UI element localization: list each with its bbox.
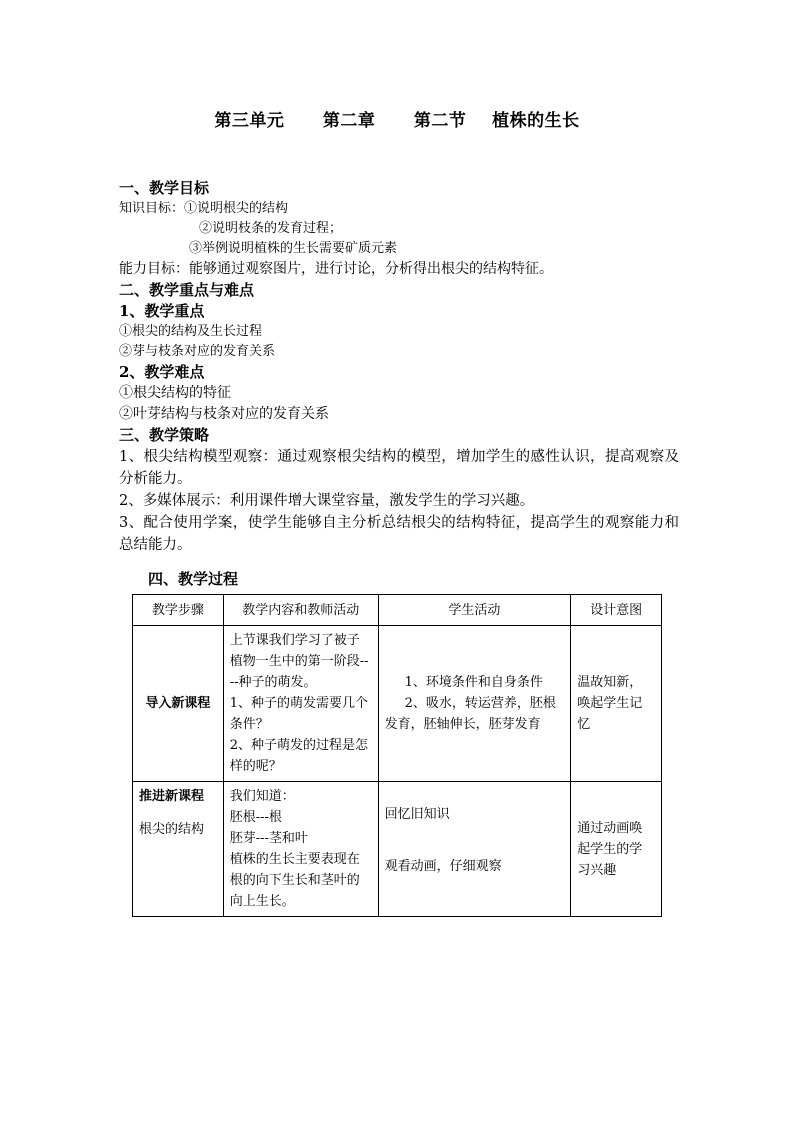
- student-cell: [378, 626, 571, 782]
- student-text: 2、吸水，转运营养，胚根发育，胚轴伸长，胚芽发育: [384, 696, 556, 732]
- focus-item: ①根尖的结构及生长过程: [119, 324, 263, 339]
- intent-cell: 温故知新，唤起学生记忆: [571, 626, 662, 782]
- header-intent: 设计意图: [571, 595, 662, 626]
- strategy-item: 1、根尖结构模型观察：通过观察根尖结构的模型，增加学生的感性认识，提高观察及分析能力。: [119, 449, 679, 487]
- teacher-text: 我们知道：: [229, 789, 295, 804]
- step-cell: 导入新课程: [133, 626, 224, 782]
- section-heading-objectives: 一、教学目标: [119, 179, 210, 197]
- intent-cell: 通过动画唤起学生的学习兴趣: [571, 782, 662, 917]
- focus-item: ②芽与枝条对应的发育关系: [119, 344, 276, 359]
- header-teacher: 教学内容和教师活动: [223, 595, 378, 626]
- header-step: 教学步骤: [133, 595, 224, 626]
- teacher-text: 胚根---根: [229, 810, 282, 825]
- header-student: 学生活动: [378, 595, 571, 626]
- student-cell: [378, 782, 571, 917]
- teacher-text: 上节课我们学习了被子植物一生中的第一阶段----种子的萌发。: [229, 633, 369, 690]
- student-text: 观看动画，仔细观察: [384, 859, 502, 874]
- step-subtitle: 根尖的结构: [139, 822, 205, 837]
- knowledge-objective-3: ③举例说明植株的生长需要矿质元素: [189, 241, 398, 256]
- student-text: 回忆旧知识: [384, 807, 450, 822]
- difficulty-item: ②叶芽结构与枝条对应的发育关系: [119, 406, 329, 422]
- ability-objective: 能力目标：能够通过观察图片，进行讨论，分析得出根尖的结构特征。: [119, 261, 553, 277]
- table-row: [133, 782, 662, 917]
- teaching-process-table: [132, 594, 662, 917]
- document-body: [119, 178, 679, 556]
- knowledge-objective-2: ②说明枝条的发育过程；: [199, 221, 343, 236]
- strategy-item: 2、多媒体展示：利用课件增大课堂容量，激发学生的学习兴趣。: [119, 493, 535, 509]
- subheading-focus: 1、教学重点: [119, 302, 205, 320]
- table-row: [133, 626, 662, 782]
- section-heading-focus: 二、教学重点与难点: [119, 281, 255, 299]
- strategy-item: 3、配合使用学案，使学生能够自主分析总结根尖的结构特征，提高学生的观察能力和总结能力。: [119, 515, 679, 553]
- subheading-difficulty: 2、教学难点: [119, 363, 205, 381]
- teacher-text: 1、种子的萌发需要几个条件？: [229, 696, 369, 732]
- teacher-text: 2、种子萌发的过程是怎样的呢？: [229, 738, 369, 774]
- difficulty-item: ①根尖结构的特征: [119, 385, 231, 401]
- table-header-row: [133, 595, 662, 626]
- section-heading-process: 四、教学过程: [148, 570, 239, 588]
- step-cell: [133, 782, 224, 917]
- teacher-cell: [223, 782, 378, 917]
- student-text: 1、环境条件和自身条件: [404, 675, 543, 690]
- section-heading-strategy: 三、教学策略: [119, 426, 210, 444]
- teacher-cell: [223, 626, 378, 782]
- teacher-text: 植株的生长主要表现在根的向下生长和茎叶的向上生长。: [229, 852, 360, 909]
- page-title: 第三单元 第二章 第二节 植株的生长: [214, 111, 580, 131]
- teacher-text: 胚芽---茎和叶: [229, 831, 308, 846]
- knowledge-objective-1: 知识目标：①说明根尖的结构: [119, 201, 289, 216]
- step-title: 推进新课程: [139, 789, 205, 804]
